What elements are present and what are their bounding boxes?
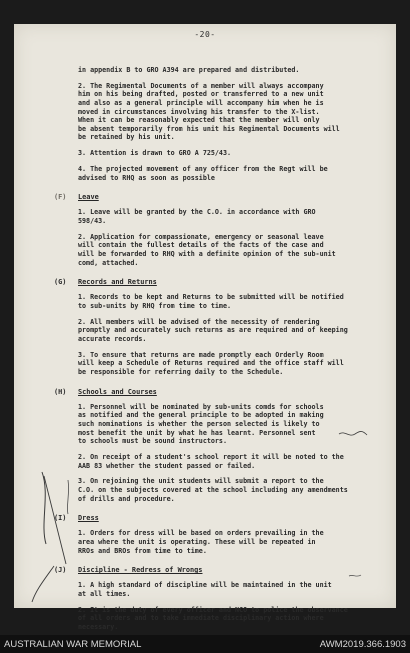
section-heading: Leave	[78, 193, 99, 202]
paragraph-line: 2. The Regimental Documents of a member will always accompany	[78, 81, 324, 90]
paragraph-line: 598/43.	[78, 217, 107, 225]
paragraph-line: AAB 83 whether the student passed or failed.	[78, 461, 256, 470]
paragraph-line: 2. All members will be advised of the necessity of rendering	[78, 317, 320, 326]
paragraph-line: C.O. on the subjects covered at the school including any amendments	[78, 486, 348, 494]
section-marker: (I)	[54, 514, 67, 523]
paragraph-line: and also as a general principle will accompany him when he is	[78, 99, 324, 107]
paragraph-line: him on his being drafted, posted or transferred to a new unit	[78, 90, 324, 99]
paragraph-line: of drills and procedure.	[78, 494, 175, 503]
section-heading: Discipline - Redress of Wrongs	[78, 566, 203, 575]
paragraph-line: in appendix B to GRO A394 are prepared and distributed.	[78, 66, 300, 74]
paragraph-line: 2. On receipt of a student's school report it will be noted to the	[78, 453, 344, 461]
paragraph-line: 1. Orders for dress will be based on orders prevailing in the	[78, 529, 324, 538]
paragraph-line: will contain the fullest details of the facts of the case and	[78, 241, 324, 250]
paragraph-line: will be forwarded to RHQ with a definite opinion of the sub-unit	[78, 250, 336, 258]
document-paper	[14, 24, 396, 631]
paragraph-line: be absent temporarily from his unit his Regimental Documents will	[78, 124, 340, 133]
paragraph-line: accurate records.	[78, 335, 147, 343]
paragraph-line: 4. The projected movement of any officer from the Regt will be	[78, 165, 328, 173]
paragraph-line: as notified and the general principle to be adopted in making	[78, 411, 324, 420]
paragraph-line: advised to RHQ as soon as possible	[78, 173, 215, 182]
paragraph-line: will keep a Schedule of Returns required and the office staff will	[78, 359, 344, 368]
paragraph-line: necessary.	[78, 623, 119, 631]
paragraph-line: 3. To ensure that returns are made promptly each Orderly Room	[78, 350, 324, 359]
section-heading: Schools and Courses	[78, 387, 157, 396]
section-marker: (H)	[54, 387, 67, 396]
paragraph-line: be retained by his unit.	[78, 133, 175, 142]
paragraph-line: 3. Attention is drawn to GRO A 725/43.	[78, 149, 231, 158]
paragraph-line: be responsible for referring daily to the Schedule.	[78, 368, 284, 376]
paragraph-line: RROs and BROs from time to time.	[78, 546, 207, 555]
section-marker: (G)	[54, 278, 67, 287]
paragraph-line: comd, attached.	[78, 258, 139, 267]
paragraph-line: 2. It is the duty of every officer and NCO to police the observance	[78, 605, 348, 614]
paragraph-line: most benefit the unit by what he has learnt. Personnel sent	[78, 428, 316, 437]
paragraph-line: moved in circumstances involving his transfer to the X-list.	[78, 107, 320, 116]
archive-name: AUSTRALIAN WAR MEMORIAL	[4, 639, 142, 650]
section-marker: (F)	[54, 193, 67, 202]
archive-footer-bar	[0, 635, 410, 653]
document-body	[14, 24, 396, 631]
section-heading: Records and Returns	[78, 278, 157, 287]
paragraph-line: area where the unit is operating. These will be repeated in	[78, 538, 316, 546]
paragraph-line: 1. Personnel will be nominated by sub-units comds for schools	[78, 402, 324, 411]
archive-accession-number: AWM2019.366.1903	[319, 639, 406, 650]
paragraph-line: such nominations is whether the person selected is likely to	[78, 420, 320, 428]
paragraph-line: 3. On rejoining the unit students will submit a report to the	[78, 477, 324, 486]
paragraph-line: to schools must be sound instructors.	[78, 437, 227, 446]
paragraph-line: of all orders and to take immediate disciplinary action where	[78, 614, 324, 623]
paragraph-line: 1. Leave will be granted by the C.O. in accordance with GRO	[78, 208, 316, 217]
paragraph-line: to sub-units by RHQ from time to time.	[78, 302, 231, 310]
paragraph-line: 2. Application for compassionate, emergency or seasonal leave	[78, 232, 324, 241]
paragraph-line: 1. A high standard of discipline will be maintained in the unit	[78, 581, 332, 590]
section-marker: (J)	[54, 566, 67, 575]
paragraph-line: at all times.	[78, 590, 131, 598]
paragraph-line: promptly and accurately such returns as are required and of keeping	[78, 326, 348, 335]
page-number: -20-	[194, 30, 216, 39]
paragraph-line: When it can be reasonably expected that the member will only	[78, 116, 320, 125]
paragraph-line: 1. Records to be kept and Returns to be submitted will be notified	[78, 293, 344, 302]
section-heading: Dress	[78, 514, 99, 523]
